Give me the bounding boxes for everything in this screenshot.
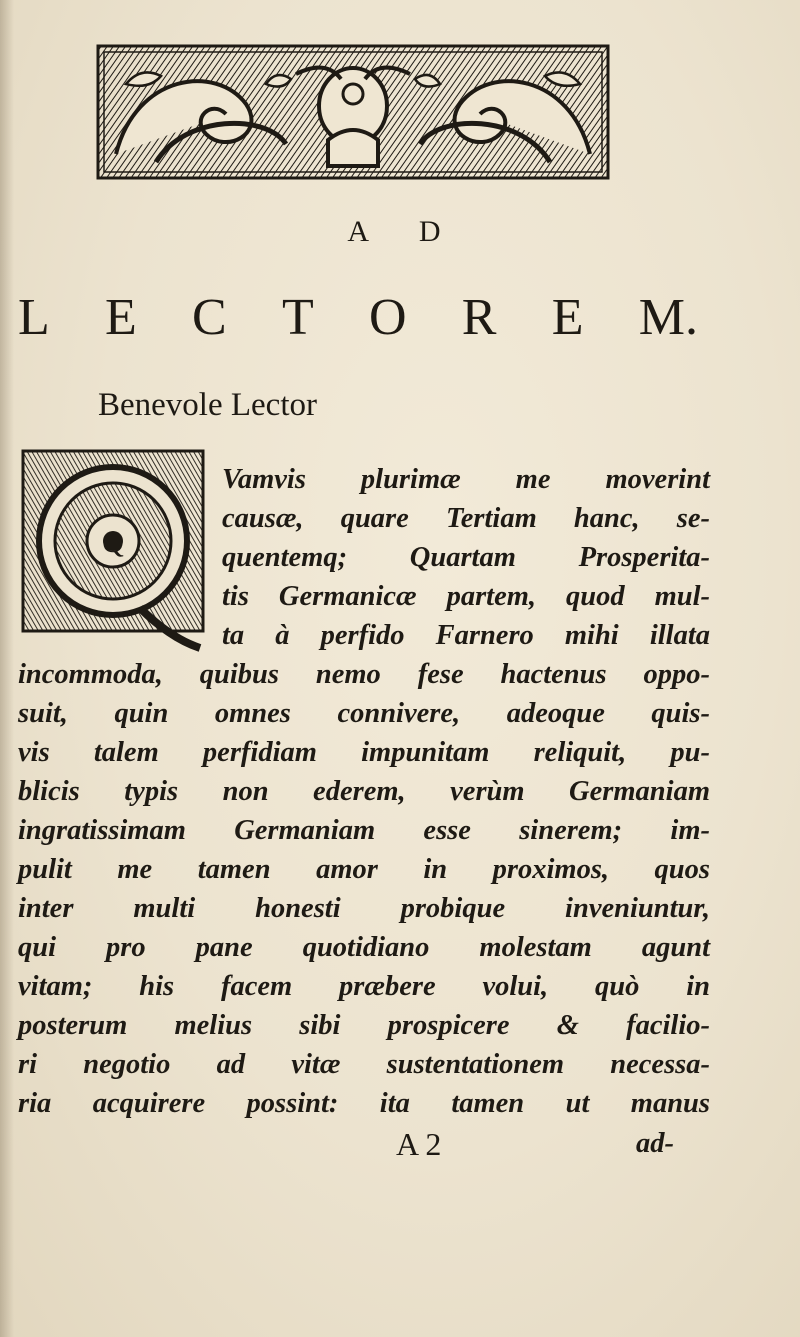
text-line: inter multi honesti probique inveniuntur, (18, 893, 710, 924)
text-line: ingratissimam Germaniam esse sinerem; im- (18, 815, 710, 846)
heading-letter: T (281, 289, 314, 346)
heading-letter: C (192, 289, 227, 346)
heading-letter: R (461, 289, 497, 346)
text-line: ria acquirere possint: ita tamen ut manus (18, 1088, 710, 1119)
text-line: pulit me tamen amor in proximos, quos (18, 854, 710, 885)
heading-letter: E (105, 289, 137, 346)
text-line: quentemq; Quartam Prosperita- (222, 542, 710, 573)
salutation: Benevole Lector (98, 387, 317, 423)
heading-letter: E (551, 289, 584, 346)
heading-letter: O (368, 289, 407, 346)
text-line: tis Germanicæ partem, quod mul- (222, 581, 710, 612)
drop-cap-letter: Q (102, 526, 124, 559)
text-line: Vamvis plurimæ me moverint (222, 464, 710, 495)
text-line: posterum melius sibi prospicere & facilio- (18, 1010, 710, 1041)
text-line: qui pro pane quotidiano molestam agunt (18, 932, 710, 963)
text-line: ri negotio ad vitæ sustentationem necessa- (18, 1049, 710, 1080)
text-line: ta à perfido Farnero mihi illata (222, 620, 710, 651)
signature-mark: A 2 (396, 1126, 442, 1162)
text-line: blicis typis non ederem, verùm Germaniam (18, 776, 710, 807)
catchword: ad- (636, 1128, 674, 1159)
heading-letter: L (18, 289, 50, 346)
heading-ad: A D (347, 215, 463, 248)
text-line: incommoda, quibus nemo fese hactenus oppo- (18, 659, 710, 690)
text-line: vis talem perfidiam impunitam reliquit, pu- (18, 737, 710, 768)
text-line: suit, quin omnes connivere, adeoque quis- (18, 698, 710, 729)
heading-letter: M. (638, 289, 698, 346)
text-line: vitam; his facem præbere volui, quò in (18, 971, 710, 1002)
text-line: causæ, quare Tertiam hanc, se- (222, 503, 710, 534)
